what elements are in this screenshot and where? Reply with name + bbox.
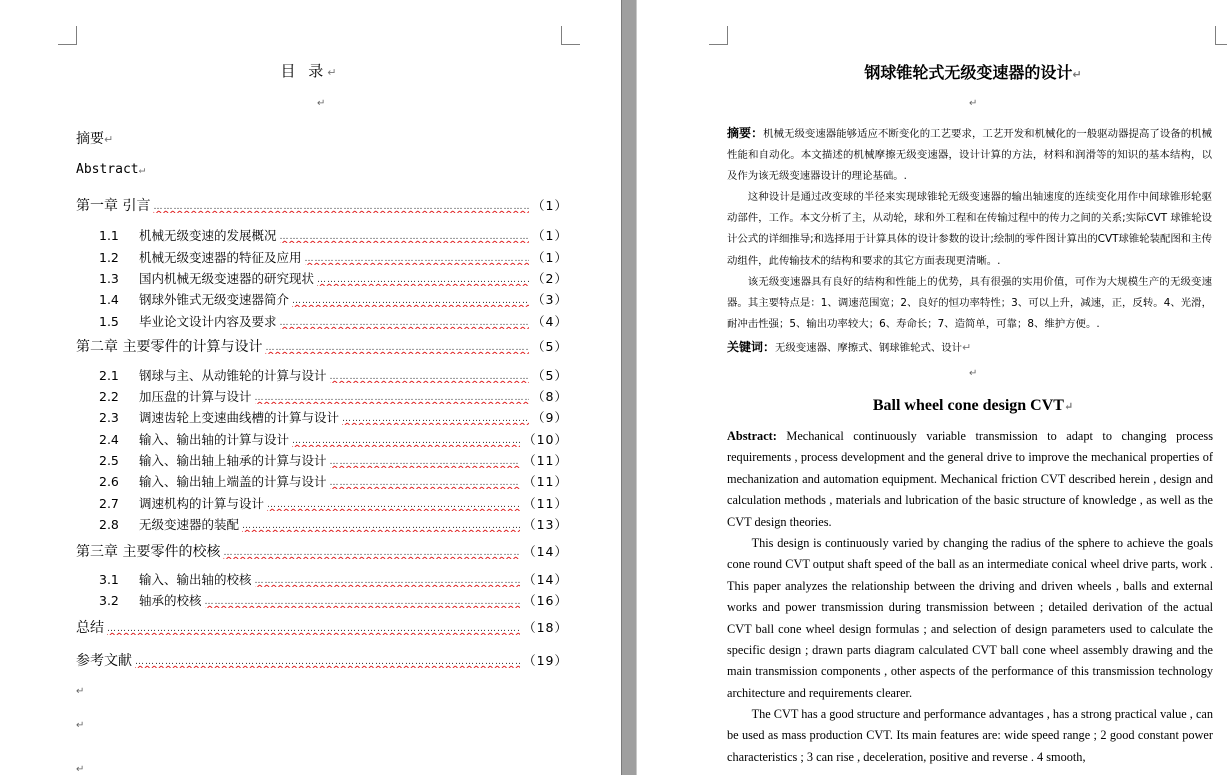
toc-title: 目 录↵	[280, 62, 341, 80]
toc-section-1-4[interactable]: 1.4 钢球外锥式无级变速器简介 ………………………………………………………………………………………………………………………………………………………………………………………………………… （3）	[99, 290, 568, 308]
toc-section-1-1[interactable]: 1.1 机械无级变速的发展概况 ………………………………………………………………………………………………………………………………………………………………………………………………………… （1）	[99, 226, 568, 244]
toc-entry-abstract-cn[interactable]: 摘要↵	[76, 131, 114, 147]
paragraph-mark: ↵	[317, 98, 326, 109]
toc-section-2-5[interactable]: 2.5 输入、输出轴上轴承的计算与设计 ………………………………………………………………………………………………………………………………………………………………………………………………………… （11）	[99, 451, 568, 469]
toc-entry-summary[interactable]: 总结 ………………………………………………………………………………………………………………………………………………………………………………………………………… （18）	[76, 617, 568, 637]
toc-section-2-8[interactable]: 2.8 无级变速器的装配 ………………………………………………………………………………………………………………………………………………………………………………………………………… （13）	[99, 515, 568, 533]
paragraph-mark: ↵	[969, 98, 978, 109]
toc-chapter-1[interactable]: 第一章 引言 ………………………………………………………………………………………………………………………………………………………………………………………………………… （1）	[76, 195, 568, 215]
cn-abstract-paragraph-1: 摘要：机械无级变速器能够适应不断变化的工艺要求，工艺开发和机械化的一般驱动器提高了设备的机械性能和自动化。本文描述的机械摩擦无级变速器，设计计算的方法，材料和润滑等的知识的基本结构，以及作为该无级变速器设计的理论基础。.	[727, 126, 1212, 183]
paragraph-mark: ↵	[969, 368, 978, 379]
toc-section-2-2[interactable]: 2.2 加压盘的计算与设计 ………………………………………………………………………………………………………………………………………………………………………………………………………… （8）	[99, 387, 568, 405]
toc-section-1-5[interactable]: 1.5 毕业论文设计内容及要求 ………………………………………………………………………………………………………………………………………………………………………………………………………… （4）	[99, 312, 568, 330]
english-title: Ball wheel cone design CVT↵	[872, 397, 1074, 414]
toc-section-2-7[interactable]: 2.7 调速机构的计算与设计 ………………………………………………………………………………………………………………………………………………………………………………………………………… （11）	[99, 494, 568, 512]
paragraph-mark: ↵	[76, 686, 85, 697]
toc-section-3-1[interactable]: 3.1 输入、输出轴的校核 ………………………………………………………………………………………………………………………………………………………………………………………………………… （14）	[99, 570, 568, 588]
en-abstract-paragraph-3: The CVT has a good structure and performance advantages , has a strong practical value , can be used as mass production CVT. Its main features are: wide speed range ; 2 good constant power characteristics ; 3 can rise , deceleration, positive and reverse . 4 smooth,	[727, 707, 1214, 764]
toc-chapter-3[interactable]: 第三章 主要零件的校核 ………………………………………………………………………………………………………………………………………………………………………………………………………… （14）	[76, 541, 568, 561]
en-abstract-paragraph-2: This design is continuously varied by changing the radius of the sphere to achieve the goals cone round CVT output shaft speed of the ball as an intermediate conical wheel drive parts, work . This paper analyzes the relationship between the driving and driven wheels , balls and external works and power transmission during transmission between ; detailed derivation of the actual CVT ball cone wheel design formulas ; and selection of design parameters used to calculate the specific design ; drawn parts diagram calculated CVT ball cone wheel assembly drawing and the main transmission components , other aspects of the performance of this transmission technology architecture and requirements clearer.	[727, 536, 1213, 700]
toc-section-2-3[interactable]: 2.3 调速齿轮上变速曲线槽的计算与设计 ………………………………………………………………………………………………………………………………………………………………………………………………………… （9）	[99, 408, 568, 426]
crop-mark	[709, 26, 728, 45]
toc-section-2-4[interactable]: 2.4 输入、输出轴的计算与设计 ………………………………………………………………………………………………………………………………………………………………………………………………………… （10）	[99, 430, 568, 448]
toc-section-2-6[interactable]: 2.6 输入、输出轴上端盖的计算与设计 ………………………………………………………………………………………………………………………………………………………………………………………………………… （11）	[99, 472, 568, 490]
toc-section-1-3[interactable]: 1.3 国内机械无级变速器的研究现状 ………………………………………………………………………………………………………………………………………………………………………………………………………… （2）	[99, 269, 568, 287]
keywords-line: 关键词：无级变速器、摩擦式、钢球锥轮式、设计↵	[727, 340, 972, 354]
toc-entry-abstract-en[interactable]: Abstract↵	[76, 162, 146, 177]
cn-abstract-paragraph-3: 该无级变速器具有良好的结构和性能上的优势，具有很强的实用价值，可作为大规模生产的无级变速器。其主要特点是：1、调速范围宽；2、良好的恒功率特性；3、可以上升，减速，正，反转。4、光滑，耐冲击性强；5、输出功率较大；6、寿命长；7、造简单，可靠；8、维护方便。.	[727, 276, 1212, 331]
document-title: 钢球锥轮式无级变速器的设计↵	[864, 63, 1082, 82]
crop-mark	[1215, 26, 1227, 45]
toc-section-2-1[interactable]: 2.1 钢球与主、从动锥轮的计算与设计 ………………………………………………………………………………………………………………………………………………………………………………………………………… （5）	[99, 366, 568, 384]
cn-abstract-paragraph-2: 这种设计是通过改变球的半径来实现球锥轮无级变速器的输出轴速度的连续变化用作中间球锥形轮驱动部件，工作。本文分析了主，从动轮，球和外工程和在传输过程中的传力之间的关系;实际CVT 球锥轮设计公式的详细推导;和选择用于计算具体的设计参数的设计;绘制的零件图计算出的CVT球锥轮装配图和主传动组件，此传输技术的结构和要求的其它方面表现更清晰。.	[727, 191, 1212, 267]
toc-chapter-2[interactable]: 第二章 主要零件的计算与设计 ………………………………………………………………………………………………………………………………………………………………………………………………………… （5）	[76, 336, 568, 356]
crop-mark	[561, 26, 580, 45]
toc-section-1-2[interactable]: 1.2 机械无级变速器的特征及应用 ………………………………………………………………………………………………………………………………………………………………………………………………………… （1）	[99, 248, 568, 266]
paragraph-mark: ↵	[76, 720, 85, 731]
toc-section-3-2[interactable]: 3.2 轴承的校核 ………………………………………………………………………………………………………………………………………………………………………………………………………… （16）	[99, 591, 568, 609]
page-gutter	[621, 0, 637, 775]
crop-mark	[58, 26, 77, 45]
toc-entry-references[interactable]: 参考文献 ………………………………………………………………………………………………………………………………………………………………………………………………………… （19）	[76, 650, 568, 670]
paragraph-mark: ↵	[76, 764, 85, 775]
en-abstract-paragraph-1: Abstract: Mechanical continuously variable transmission to adapt to changing process requirements , process development and the general drive to improve the mechanical properties of mechanization and automation equipment. Mechanical friction CVT described herein , design and calculation methods , materials and lubrication of the basic structure of knowledge , as well as the CVT design theories.	[727, 429, 1213, 529]
